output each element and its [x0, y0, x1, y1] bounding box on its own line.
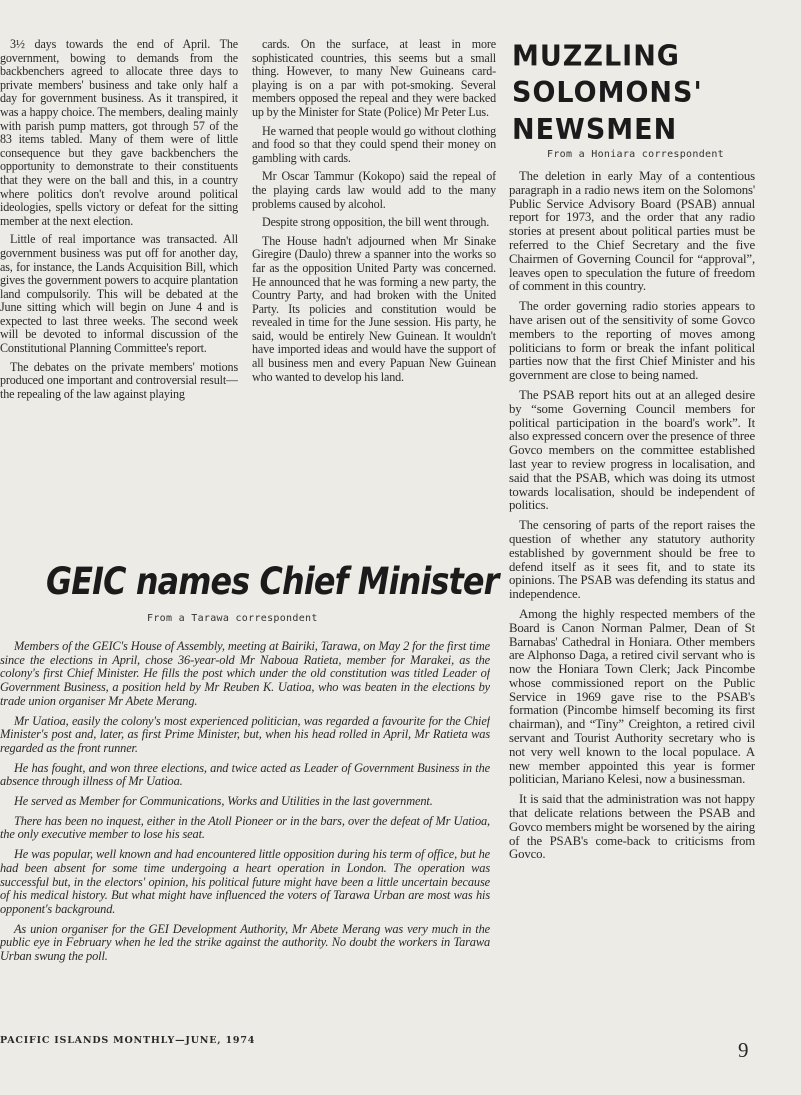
article-paragraph: The deletion in early May of a contentious paragraph in a radio news item on the Solomons' Public Service Advisory Board (PSAB) annual report for 1973, and the order that any radio stories at present about political parties must be referred to the Chief Secretary and the five Chairmen of Governing Council for “approval”, leaves open to speculation the future of freedom of comment in this country.: [509, 170, 755, 294]
muzzling-story-column: [509, 170, 755, 868]
article-paragraph: 3½ days towards the end of April. The government, bowing to demands from the backbenchers agreed to allocate three days to private members' business and take only half a day for government business. As it transpired, it was a happy choice. The members, dealing mainly with parish pump matters, got through 57 of the 83 items tabled. Many of them were of little consequence but they gave backbenchers the opportunity to demonstrate to their constituents that they were on the ball and this, in a country where politics don't revolve around political ideologies, spells victory or defeat for the sitting member at the next election.: [0, 38, 238, 228]
geic-headline: GEIC names Chief Minister: [46, 560, 499, 603]
article-paragraph: The order governing radio stories appears to have arisen out of the sensitivity of some Govco members to the reporting of moves among politicians to form or break the infant political parties now that the first Chief Minister and his government are close to being named.: [509, 299, 755, 383]
muzzling-headline: [512, 38, 758, 148]
article-paragraph: Mr Uatioa, easily the colony's most experienced politician, was regarded a favourite for the Chief Minister's post and, later, as first Prime Minister, but, when his head rolled in April, Mr Ratieta was regarded as the front runner.: [0, 713, 490, 755]
article-paragraph: Mr Oscar Tammur (Kokopo) said the repeal of the playing cards law would add to the many problems caused by alcohol.: [252, 169, 496, 211]
article-paragraph: The debates on the private members' motions produced one important and controversial result—the repealing of the law against playing: [0, 359, 238, 401]
article-paragraph: He was popular, well known and had encountered little opposition during his term of office, but he had been absent for some time undergoing a heart operation in London. The operation was successful but, in the electors' opinion, his political future might have been a little uncertain because of his medical history. But what might have influenced the voters of Tarawa Urban are most was his opponent's background.: [0, 847, 490, 916]
tarawa-byline: From a Tarawa correspondent: [147, 613, 318, 624]
article-paragraph: Members of the GEIC's House of Assembly, meeting at Bairiki, Tarawa, on May 2 for the first time since the elections in April, chose 36-year-old Mr Naboua Ratieta, member for Marakei, as the colony's first Chief Minister. He fills the post which under the old constitution was titled Leader of Government Business, a position held by Mr Reuben K. Uatioa, who was beaten in the elections by trade union organiser Mr Abete Merang.: [0, 640, 490, 708]
article-paragraph: Little of real importance was transacted. All government business was put off for another day, as, for instance, the Lands Acquisition Bill, which gives the government powers to acquire plantation land compulsorily. This will be debated at the June sitting which will begin on June 4 and is expected to last three weeks. The second week will be devoted to informal discussion of the Constitutional Planning Committee's report.: [0, 232, 238, 356]
honiara-byline: From a Honiara correspondent: [547, 149, 724, 160]
page-number: 9: [738, 1038, 749, 1062]
article-paragraph: It is said that the administration was not happy that delicate relations between the PSAB and Govco members might be worsened by the airing of the PSAB's come-back to criticisms from Govco.: [509, 792, 755, 862]
article-paragraph: Despite strong opposition, the bill went through.: [262, 215, 490, 230]
article-continuation-column-left: [0, 38, 238, 406]
article-paragraph: As union organiser for the GEI Development Authority, Mr Abete Merang was very much in the public eye in February when he led the strike against the authority. No doubt the workers in Tarawa Urban swung the poll.: [0, 921, 490, 964]
article-paragraph: Among the highly respected members of the Board is Canon Norman Palmer, Dean of St Barnabas' Cathedral in Honiara. Other members are Alphonso Daga, a retired civil servant who is now the Honiara Town Clerk; Jack Pincombe whose commissioned report on the Public Service in 1969 gave rise to the PSAB's formation (Pincombe himself becoming its first chairman), and “Tiny” Creighton, a retired civil servant and Tourist Authority secretary who is not very well known to the local populace. A new member appointed this year is former politician, Mariano Kelesi, now a businessman.: [509, 606, 755, 787]
publication-footer: PACIFIC ISLANDS MONTHLY—JUNE, 1974: [0, 1035, 256, 1046]
article-continuation-column-middle: [252, 38, 496, 389]
article-paragraph: He warned that people would go without clothing and food so that they could spend their money on gambling with cards.: [252, 123, 496, 165]
article-paragraph: The PSAB report hits out at an alleged desire by “some Governing Council members for political participation in the board's work”. It also expressed concern over the presence of three Govco members on the committee established last year to review progress in localisation, and said that the PSAB, which was doing its utmost towards localisation, should be independent of politics.: [509, 387, 755, 513]
article-paragraph: The censoring of parts of the report raises the question of whether any statutory authority established by government should be free to defend itself as it sees fit, and to state its opinions. The PSAB was defending its status and independence.: [509, 518, 755, 602]
article-paragraph: He served as Member for Communications, Works and Utilities in the last government.: [14, 794, 433, 809]
article-paragraph: There has been no inquest, either in the Atoll Pioneer or in the bars, over the defeat of Mr Uatioa, the only executive member to lose his seat.: [0, 813, 490, 842]
headline-line: MUZZLING: [512, 40, 680, 73]
headline-line: SOLOMONS': [512, 76, 703, 110]
article-paragraph: He has fought, and won three elections, and twice acted as Leader of Government Business in the absence through illness of Mr Uatioa.: [0, 760, 490, 789]
geic-story-body: [0, 640, 490, 970]
article-paragraph: cards. On the surface, at least in more sophisticated countries, this seems but a small thing. However, to many New Guineans card-playing is on a par with pot-smoking. Several members opposed the repeal and they were backed up by the Minister for State (Police) Mr Peter Lus.: [252, 38, 496, 119]
headline-line: NEWSMEN: [512, 113, 678, 147]
article-paragraph: The House hadn't adjourned when Mr Sinake Giregire (Daulo) threw a spanner into the works so far as the opposition United Party was concerned. He announced that he was forming a new party, the Country Party, and had broken with the United Party. Its policies and constitution would be revealed in time for the June session. His party, he said, would be entirely New Guinean. It wouldn't have imported ideas and would have the support of all business men and every Papuan New Guinean who wanted to develop his land.: [252, 233, 496, 384]
